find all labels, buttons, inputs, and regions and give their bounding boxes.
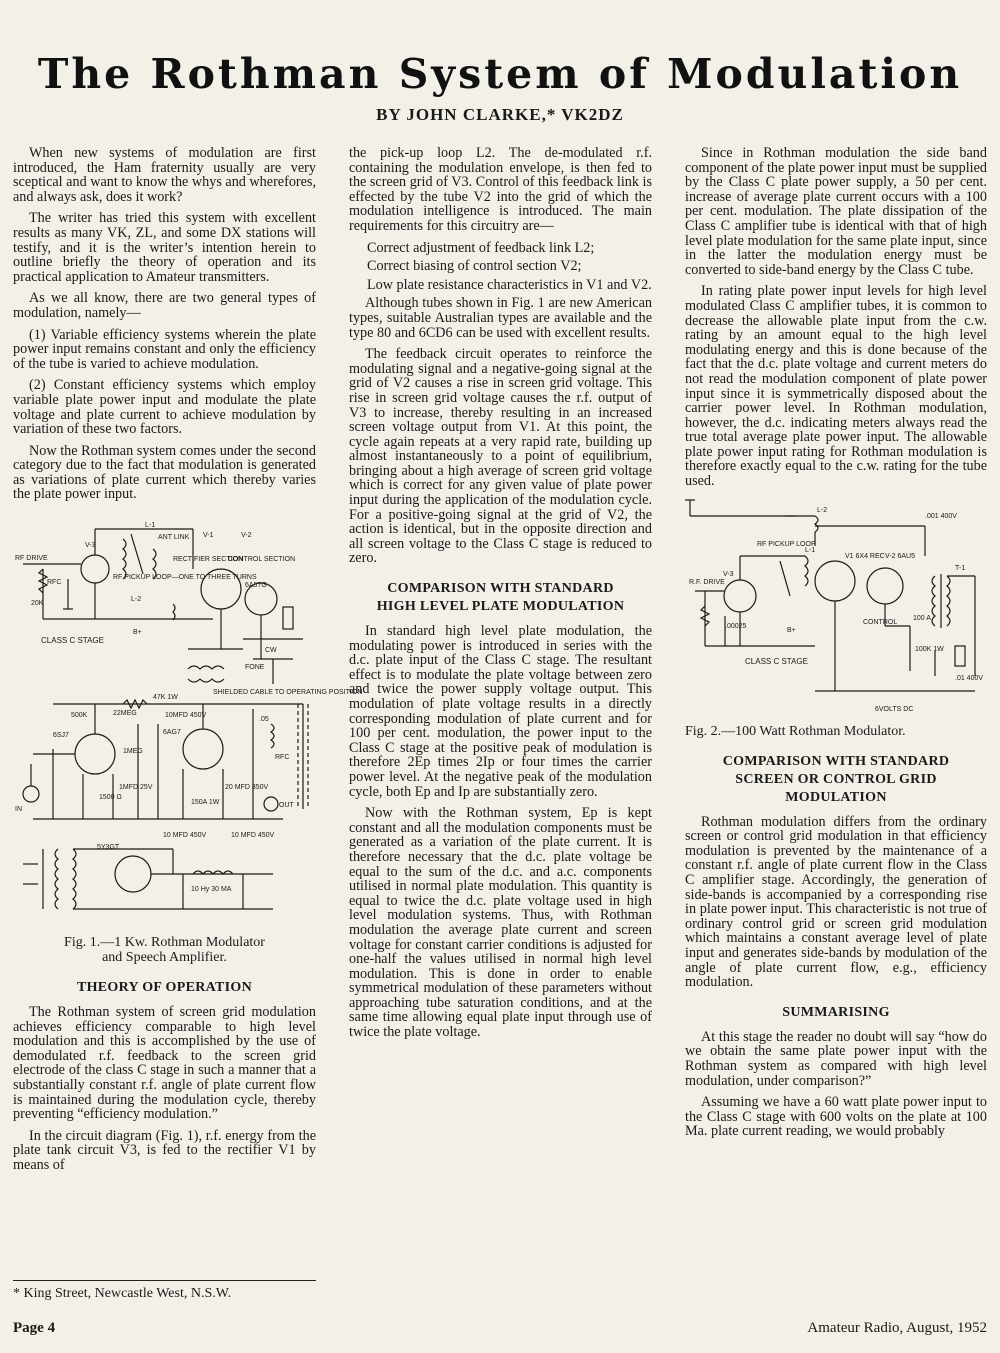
paragraph: (1) Variable efficiency systems wherein the plate power input remains constant and only the efficiency of the tube is varied to achieve modulation. — [13, 326, 316, 372]
section-heading: SUMMARISING — [782, 1004, 890, 1020]
fig1-label-05: .05 — [259, 716, 269, 724]
column-1 — [13, 145, 363, 1180]
paragraph: Assuming we have a 60 watt plate power input to the Class C stage with 600 volts on the plate at 100 Ma. plate current reading, we would probably — [685, 1094, 987, 1140]
fig1-label-fone: FONE — [245, 664, 265, 672]
list-item-text: Low plate resistance characteristics in V1 and V2. — [367, 276, 652, 293]
fig2-label-volts: 6VOLTS DC — [875, 705, 914, 713]
fig2-label-c01: .01 400V — [955, 674, 984, 682]
fig2-label-c001: .001 400V — [925, 512, 957, 520]
section-heading — [685, 753, 987, 807]
paragraph: The writer has tried this system with excellent results as many VK, ZL, and some DX stations will testify, and it is the writer’s intention herein to outline briefly the theory of operation and its practical application to Amateur transmitters. — [13, 210, 316, 285]
paragraph: Now with the Rothman system, Ep is kept constant and all the modulation components must be generated as a variation of the plate current. It is therefore necessary that the d.c. plate voltage be equal to the sum of the d.c. and a.c. components utilised in normal plate modulation. This quantity is equal to twice the d.c. plate voltage used in high level modulation systems. Thus, with Rothman modulation the average plate current and screen voltage for constant carrier conditions is adjusted for one-half the values utilised in normal high level modulation. This is done in order to enable symmetrical modulation of these parameters without approaching tube saturation conditions, and at the same time allowing equal plate input through use of twice the plate voltage. — [349, 805, 652, 1041]
fig1-label-10mfd-b: 10 MFD 450V — [231, 832, 275, 840]
fig1-label-v3: V-3 — [85, 542, 96, 550]
list-item-text: Correct biasing of control section V2; — [367, 258, 582, 275]
fig1-label-class-c: CLASS C STAGE — [41, 636, 104, 646]
fig2-label-v1: V1 6X4 REC — [845, 552, 885, 560]
paragraph: the pick-up loop L2. The de-modulated r.f. containing the modulation envelope, is then fed to the screen grid of V3. Control of this feedback link is effected by the tube V2 into the grid of which the modulation intelligence is introduced. The main requirements for this circuitry are— — [349, 145, 652, 234]
fig1-label-rfc: RFC — [47, 579, 62, 587]
paragraph: The Rothman system of screen grid modulation achieves efficiency comparable to high level modulation and this is accomplished by the use of demodulated r.f. feedback to the screen grid electrode of the class C stage in such a manner that a substantially constant r.f. angle of plate current flow is maintained during the modulation cycle, thereby preventing “efficiency modulation.” — [13, 1004, 316, 1123]
paragraph: In the circuit diagram (Fig. 1), r.f. energy from the plate tank circuit V3, is fed to the rectifier V1 by means of — [13, 1127, 316, 1173]
paragraph: At this stage the reader no doubt will say “how do we obtain the same plate power input with the Rothman system as compared with high level modulation, under comparison?” — [685, 1028, 987, 1089]
paragraph: The feedback circuit operates to reinforce the modulating signal and a negative-going signal at the grid of V2 causes a rise in screen grid voltage. This rise in screen grid voltage causes the r.f. output of V3 to increase, thereby resulting in an increased screen voltage output from V1. At this point, the cycle again repeats at a very rapid rate, building up almost instantaneously to a point of equilibrium, bringing about a high average of screen grid voltage which is correct for any given value of plate power input during the application of the modulation cycle. For a positive-going signal at the grid of V2, the action is identical, but in the opposite direction and all screen voltage to the Class C stage is reduced to zero. — [349, 346, 652, 567]
fig1-label-5y3gt: 5Y3GT — [97, 844, 120, 852]
fig1-label-20mfd: 20 MFD 350V — [225, 784, 269, 792]
figure-1-caption — [13, 935, 316, 965]
heading-line: COMPARISON WITH STANDARD — [387, 581, 614, 597]
list-item — [349, 241, 652, 256]
fig1-label-shielded: SHIELDED CABLE TO OPERATING POSITION — [213, 689, 363, 697]
fig2-label-100a: 100 A — [913, 614, 931, 622]
fig2-label-c0025: .00025 — [725, 622, 747, 630]
fig2-label-v2: V-2 6AU5 — [885, 552, 915, 560]
fig1-label-47k: 47K 1W — [153, 694, 178, 702]
fig1-label-1meg: 1MEG — [123, 748, 143, 756]
section-heading — [349, 580, 652, 616]
footnote: * King Street, Newcastle West, N.S.W. — [13, 1280, 316, 1302]
fig1-label-v2: V-2 — [241, 532, 252, 540]
publication-info: Amateur Radio, August, 1952 — [807, 1320, 987, 1336]
fig2-label-control: CONTROL — [863, 618, 898, 626]
fig1-label-22meg: 22MEG — [113, 710, 137, 718]
heading-line: COMPARISON WITH STANDARD — [722, 753, 950, 769]
article-title: The Rothman System of Modulation — [37, 50, 963, 98]
fig1-label-6sj7: 6SJ7 — [53, 732, 69, 740]
section-heading: THEORY OF OPERATION — [76, 980, 253, 996]
figure-1-schematic — [13, 509, 363, 929]
fig2-label-v3: V-3 — [723, 570, 734, 578]
paragraph: (2) Constant efficiency systems which employ variable plate power input and modulate the plate voltage and plate current to achieve modulation by variation of these two factors. — [13, 377, 316, 438]
list-item-text: Correct adjustment of feedback link L2; — [367, 239, 595, 256]
column-3 — [685, 146, 987, 1146]
fig1-label-6ag7: 6AG7 — [163, 729, 181, 737]
list-item — [349, 259, 652, 274]
fig2-label-class-c: CLASS C STAGE — [745, 656, 808, 666]
paragraph: In standard high level plate modulation, the modulating power is introduced in series with the d.c. plate input of the Class C stage. The resultant effect is to modulate the plate voltage between zero and twice the power supply voltage output. This modulation of plate voltage results in a directly corresponding modulation of plate current and for 100 per cent. modulation, the power input to the Class C stage at the positive peak of modulation is therefore 2Ep times 2Ip or four times the carrier power level. At the negative peak of the modulation cycle, both Ep and Ip are substantially zero. — [349, 623, 652, 800]
column-2 — [349, 146, 652, 1047]
fig1-label-ant: ANT LINK — [158, 534, 190, 542]
paragraph: As we all know, there are two general types of modulation, namely— — [13, 290, 316, 321]
fig1-label-20k: 20K — [31, 600, 44, 608]
fig1-label-v1: V-1 — [203, 532, 214, 540]
caption-line: Fig. 1.—1 Kw. Rothman Modulator — [64, 935, 265, 951]
paragraph: In rating plate power input levels for high level modulated Class C amplifier tubes, it is common to decrease the allowable plate input from the c.w. rating by an amount equal to the high level modulating energy and this is done because of the fact that the d.c. plate voltage and current meters do not read the modulation component of plate power input since it is symmetrically disposed about the carrier power level. In Rothman modulation, however, the d.c. indicating meters always read the true total average plate power input. The allowable plate power input rating for Rothman modulation is therefore exactly equal to the c.w. rating for the tube used. — [685, 283, 987, 490]
caption-line: and Speech Amplifier. — [102, 950, 227, 966]
list-item — [349, 278, 652, 293]
paragraph: Now the Rothman system comes under the second category due to the fact that modulation is generated as variations of plate current which thereby varies the plate power input. — [13, 442, 316, 503]
fig1-label-l2: L-2 — [131, 596, 142, 604]
heading-line: HIGH LEVEL PLATE MODULATION — [376, 599, 625, 615]
paragraph: Although tubes shown in Fig. 1 are new American types, suitable Australian types are available and the type 80 and 6CD6 can be used with excellent results. — [349, 295, 652, 341]
fig2-label-l2: L-2 — [817, 506, 828, 514]
byline: BY JOHN CLARKE,* VK2DZ — [376, 105, 624, 124]
fig2-label-l1: L-1 — [805, 546, 816, 554]
fig1-label-in: IN — [15, 806, 22, 814]
fig1-label-rfc2: RFC — [275, 754, 290, 762]
figure-2-caption: Fig. 2.—100 Watt Rothman Modulator. — [685, 723, 906, 739]
fig1-label-10mfd: 10MFD 450V — [165, 712, 207, 720]
fig1-label-pickup: RF PICKUP LOOP—ONE TO THREE TURNS — [113, 574, 257, 582]
heading-line: SCREEN OR CONTROL GRID — [735, 771, 937, 787]
fig1-label-rfdrive: RF DRIVE — [15, 555, 48, 563]
fig1-label-cw: CW — [265, 647, 277, 655]
fig1-label-rectifier: RECTIFIER SECTION — [173, 556, 244, 564]
fig2-label-pickup: RF PICKUP LOOP — [757, 540, 816, 548]
fig1-label-1mfd: 1MFD 25V — [119, 784, 153, 792]
paragraph: Since in Rothman modulation the side band component of the plate power input must be supplied by the Class C plate power supply, a 50 per cent. increase of average plate current occurs with a 100 per cent. modulation. The plate dissipation of the Class C amplifier tube is identical with that of high level plate modulation for the same plate input, since in the latter the modulation energy must be converted to side-band energy by the Class C tube. — [685, 145, 987, 278]
heading-line: MODULATION — [785, 789, 887, 805]
fig1-label-out: OUT — [279, 802, 294, 810]
fig1-label-6a57g: 6A57G — [245, 582, 267, 590]
fig1-label-choke: 10 Hy 30 MA — [191, 886, 232, 894]
fig1-label-1500: 1500 Ω — [99, 794, 122, 802]
fig2-label-t1: T-1 — [955, 564, 966, 572]
page-number: Page 4 — [13, 1320, 56, 1336]
fig1-label-l1: L-1 — [145, 522, 156, 530]
fig2-label-rfdrive: R.F. DRIVE — [689, 578, 725, 586]
fig1-label-500k: 500K — [71, 712, 88, 720]
fig2-label-bplus: B+ — [787, 626, 796, 634]
fig1-label-control: CONTROL SECTION — [228, 556, 296, 564]
figure-2-schematic — [685, 496, 987, 718]
fig1-label-bplus: B+ — [133, 629, 142, 637]
paragraph: Rothman modulation differs from the ordinary screen or control grid modulation in that efficiency modulation is prevented by the maintenance of a constant r.f. angle of plate current flow in the Class C amplifier stage. Accordingly, the generation of side-bands is accompanied by a corresponding rise in plate power input. This characteristic is not true of ordinary control grid or screen grid modulation which maintains a constant average level of plate input and generates side-bands by modulation of the angle of plate current flow, e.g., efficiency modulation. — [685, 813, 987, 991]
fig1-label-150a: 150A 1W — [191, 799, 220, 807]
fig1-label-10mfd-a: 10 MFD 450V — [163, 832, 207, 840]
fig2-label-100k: 100K 1W — [915, 645, 944, 653]
paragraph: When new systems of modulation are first introduced, the Ham fraternity usually are very sceptical and want to know the whys and wherefores, and always ask, does it work? — [13, 145, 316, 205]
